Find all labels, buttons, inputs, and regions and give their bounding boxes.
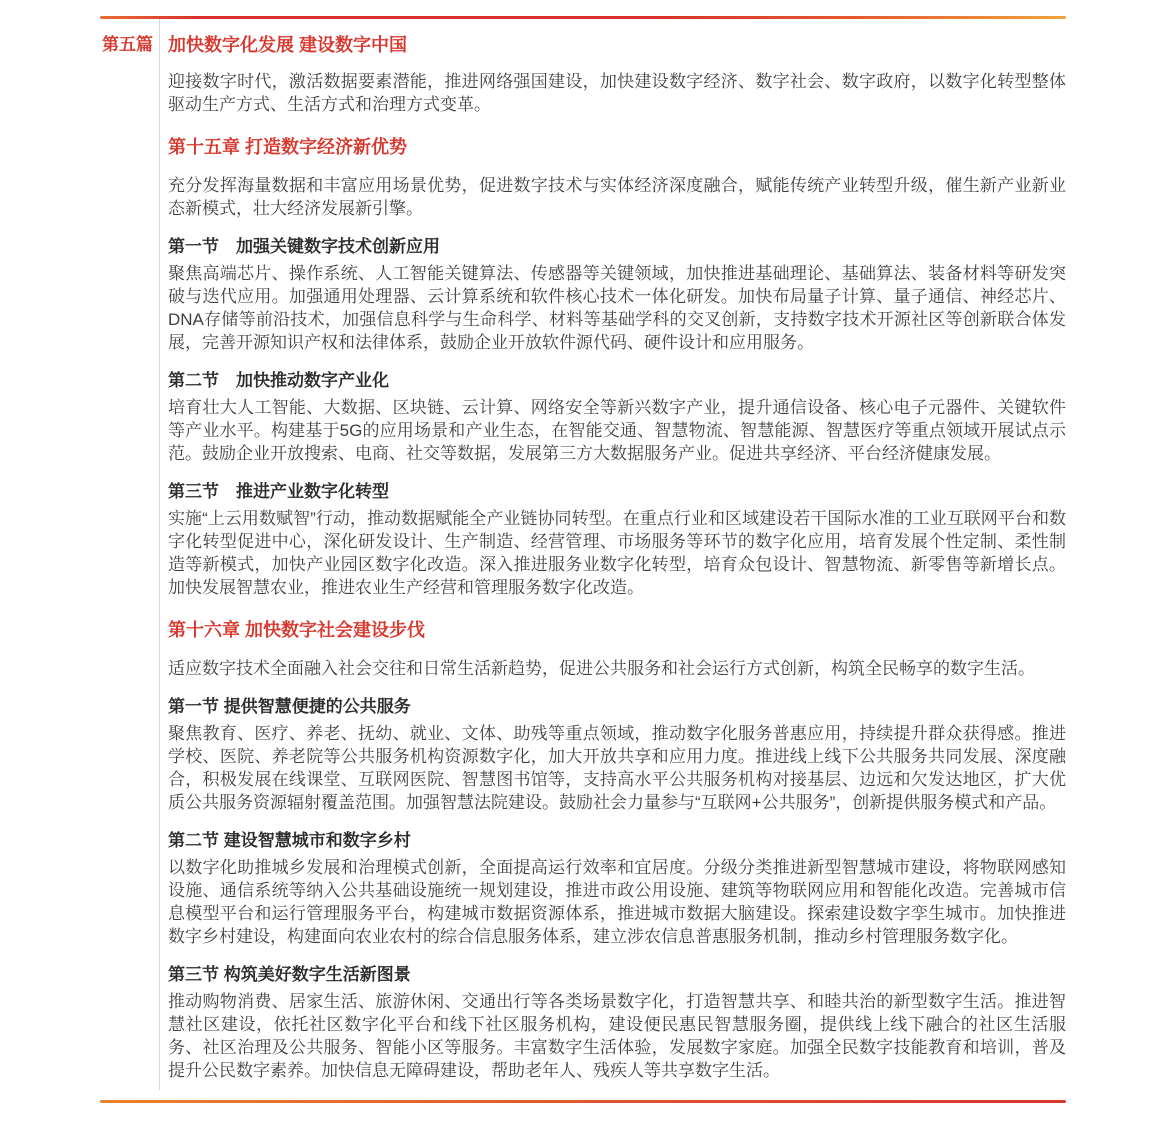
section-heading-15-2: 第二节 加快推动数字产业化: [168, 371, 389, 390]
section-heading-15-1: 第一节 加强关键数字技术创新应用: [168, 237, 440, 256]
section-heading-15-3: 第三节 推进产业数字化转型: [168, 482, 389, 501]
section-body-paragraph: 聚焦高端芯片、操作系统、人工智能关键算法、传感器等关键领域，加快推进基础理论、基础算法、装备材料等研发突破与迭代应用。加强通用处理器、云计算系统和软件核心技术一体化研发。加快布局量子计算、量子通信、神经芯片、DNA存储等前沿技术，加强信息科学与生命科学、材料等基础学科的交叉创新，支持数字技术开源社区等创新联合体发展，完善开源知识产权和法律体系，鼓励企业开放软件源代码、硬件设计和应用服务。: [168, 264, 1066, 352]
section-body-paragraph: 培育壮大人工智能、大数据、区块链、云计算、网络安全等新兴数字产业，提升通信设备、核心电子元器件、关键软件等产业水平。构建基于5G的应用场景和产业生态，在智能交通、智慧物流、智慧能源、智慧医疗等重点领域开展试点示范。鼓励企业开放搜索、电商、社交等数据，发展第三方大数据服务产业。促进共享经济、平台经济健康发展。: [168, 398, 1066, 463]
bottom-rule-wrap: [100, 1100, 1066, 1103]
part-label-column: [100, 19, 159, 1090]
section-heading-16-3: 第三节 构筑美好数字生活新图景: [168, 965, 411, 984]
content-area: [100, 19, 1066, 1090]
section-heading-16-2: 第二节 建设智慧城市和数字乡村: [168, 831, 411, 850]
chapter-intro-paragraph: 适应数字技术全面融入社会交往和日常生活新趋势，促进公共服务和社会运行方式创新，构筑全民畅享的数字生活。: [168, 659, 1035, 678]
main-text-column: [160, 19, 1066, 1090]
chapter-heading-16: 第十六章 加快数字社会建设步伐: [168, 620, 425, 640]
bottom-gradient-rule: [100, 1100, 1066, 1103]
document-container: [100, 16, 1066, 1103]
part-intro-paragraph: 迎接数字时代，激活数据要素潜能，推进网络强国建设，加快建设数字经济、数字社会、数字政府，以数字化转型整体驱动生产方式、生活方式和治理方式变革。: [168, 72, 1066, 114]
section-body-paragraph: 聚焦教育、医疗、养老、抚幼、就业、文体、助残等重点领域，推动数字化服务普惠应用，持续提升群众获得感。推进学校、医院、养老院等公共服务机构资源数字化，加大开放共享和应用力度。推进线上线下公共服务共同发展、深度融合，积极发展在线课堂、互联网医院、智慧图书馆等，支持高水平公共服务机构对接基层、边远和欠发达地区，扩大优质公共服务资源辐射覆盖范围。加强智慧法院建设。鼓励社会力量参与“互联网+公共服务”，创新提供服务模式和产品。: [168, 724, 1066, 812]
section-body-paragraph: 推动购物消费、居家生活、旅游休闲、交通出行等各类场景数字化，打造智慧共享、和睦共治的新型数字生活。推进智慧社区建设，依托社区数字化平台和线下社区服务机构，建设便民惠民智慧服务圈，提供线上线下融合的社区生活服务、社区治理及公共服务、智能小区等服务。丰富数字生活体验，发展数字家庭。加强全民数字技能教育和培训，普及提升公民数字素养。加快信息无障碍建设，帮助老年人、残疾人等共享数字生活。: [168, 992, 1066, 1080]
section-body-paragraph: 实施“上云用数赋智”行动，推动数据赋能全产业链协同转型。在重点行业和区域建设若干国际水准的工业互联网平台和数字化转型促进中心，深化研发设计、生产制造、经营管理、市场服务等环节的数字化应用，培育发展个性定制、柔性制造等新模式，加快产业园区数字化改造。深入推进服务业数字化转型，培育众包设计、智慧物流、新零售等新增长点。加快发展智慧农业，推进农业生产经营和管理服务数字化改造。: [168, 509, 1066, 597]
chapter-heading-15: 第十五章 打造数字经济新优势: [168, 137, 407, 157]
section-body-paragraph: 以数字化助推城乡发展和治理模式创新，全面提高运行效率和宜居度。分级分类推进新型智慧城市建设，将物联网感知设施、通信系统等纳入公共基础设施统一规划建设，推进市政公用设施、建筑等物联网应用和智能化改造。完善城市信息模型平台和运行管理服务平台，构建城市数据资源体系，推进城市数据大脑建设。探索建设数字孪生城市。加快推进数字乡村建设，构建面向农业农村的综合信息服务体系，建立涉农信息普惠服务机制，推动乡村管理服务数字化。: [168, 858, 1066, 946]
part-title: 加快数字化发展 建设数字中国: [168, 35, 407, 55]
chapter-intro-paragraph: 充分发挥海量数据和丰富应用场景优势，促进数字技术与实体经济深度融合，赋能传统产业转型升级，催生新产业新业态新模式，壮大经济发展新引擎。: [168, 176, 1066, 218]
part-label: 第五篇: [102, 35, 153, 54]
section-heading-16-1: 第一节 提供智慧便捷的公共服务: [168, 697, 411, 716]
